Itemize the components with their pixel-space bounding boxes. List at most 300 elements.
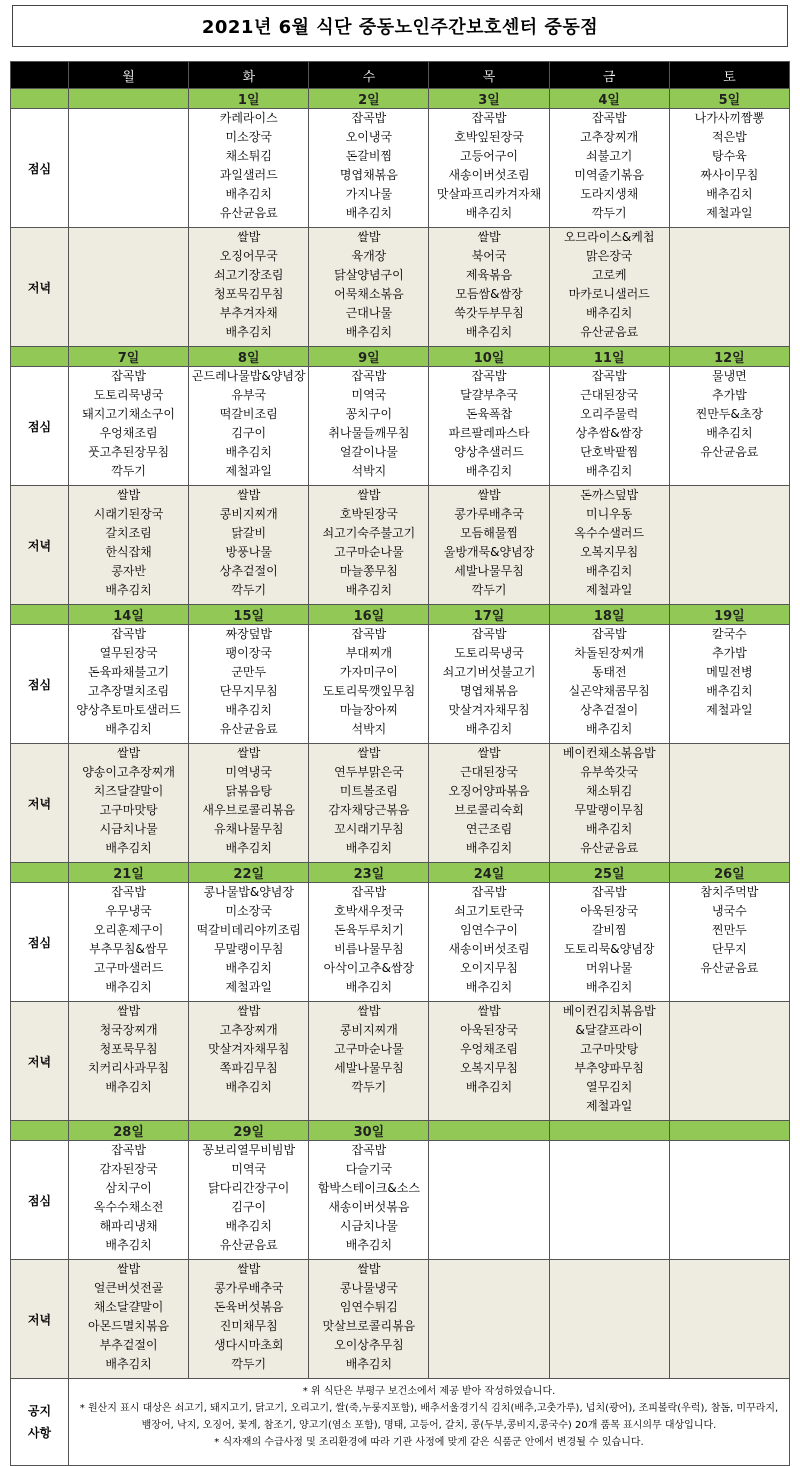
corner-cell bbox=[11, 62, 69, 89]
menu-item: 깍두기 bbox=[471, 583, 507, 597]
menu-cell bbox=[69, 883, 189, 1002]
date-cell: 16일 bbox=[309, 605, 429, 625]
menu-item: 배추김치 bbox=[105, 722, 152, 736]
menu-item: 오리훈제구이 bbox=[93, 923, 164, 937]
menu-cell bbox=[669, 1260, 789, 1379]
menu-item: 옥수수채소전 bbox=[93, 1200, 164, 1214]
menu-item: 시금치나물 bbox=[99, 822, 158, 836]
menu-cell bbox=[429, 744, 549, 863]
menu-item: 호박잎된장국 bbox=[454, 130, 524, 144]
menu-cell bbox=[429, 1002, 549, 1121]
menu-item: 쌀밥 bbox=[357, 746, 381, 760]
menu-item: 배추김치 bbox=[465, 464, 513, 478]
menu-item: 배추김치 bbox=[225, 445, 272, 459]
menu-cell bbox=[189, 1002, 309, 1121]
menu-item: 유산균음료 bbox=[219, 206, 278, 220]
menu-item: 떡갈비조림 bbox=[219, 407, 278, 421]
menu-cell bbox=[549, 1002, 669, 1121]
menu-cell bbox=[69, 367, 189, 486]
menu-cell bbox=[189, 625, 309, 744]
menu-item: 쪽파김무침 bbox=[219, 1061, 278, 1075]
menu-item: 쌀밥 bbox=[237, 746, 261, 760]
menu-item: 고구마샐러드 bbox=[93, 961, 164, 975]
menu-item: 오이지무침 bbox=[460, 961, 519, 975]
menu-cell bbox=[669, 486, 789, 605]
menu-item: 오이상추무침 bbox=[334, 1338, 404, 1352]
notice-label-text: 공지 사항 bbox=[27, 1404, 52, 1440]
notice-line: * 원산지 표시 대상은 쇠고기, 돼지고기, 닭고기, 오리고기, 쌀(죽,누룽지포함), 배추서울경기식 김치(배추,고춧가루), 넙치(광어), 조피볼락(우럭), 참돔, 미꾸라지, bbox=[79, 1403, 779, 1414]
menu-table bbox=[10, 61, 790, 1466]
menu-cell bbox=[189, 883, 309, 1002]
menu-item: 도토리묵냉국 bbox=[454, 646, 524, 660]
menu-item: 청포묵무침 bbox=[99, 1042, 158, 1056]
menu-cell bbox=[189, 1260, 309, 1379]
page-title: 2021년 6월 식단 중동노인주간보호센터 중동점 bbox=[12, 5, 788, 47]
menu-item: 가지나물 bbox=[345, 187, 393, 201]
menu-item: 우엉채조림 bbox=[99, 426, 158, 440]
day-header: 토 bbox=[669, 62, 789, 89]
menu-item: 쑥갓두부무침 bbox=[454, 306, 524, 320]
date-cell: 11일 bbox=[549, 347, 669, 367]
menu-cell bbox=[669, 367, 789, 486]
menu-item: 쇠불고기 bbox=[586, 149, 633, 163]
menu-item: 시금치나물 bbox=[339, 1219, 398, 1233]
menu-item: 콩비지찌개 bbox=[339, 1023, 398, 1037]
menu-item: 배추김치 bbox=[105, 1357, 152, 1371]
menu-item: 쌀밥 bbox=[477, 1004, 501, 1018]
date-row bbox=[11, 863, 790, 883]
date-cell bbox=[549, 1121, 669, 1141]
menu-item: 잡곡밥 bbox=[351, 1143, 387, 1157]
menu-item: 카레라이스 bbox=[219, 111, 278, 125]
menu-item: 유산균음료 bbox=[219, 722, 278, 736]
dinner-row bbox=[11, 1260, 790, 1379]
menu-item: 맛살겨자채무침 bbox=[208, 1042, 290, 1056]
menu-item: 미역냉국 bbox=[225, 765, 272, 779]
menu-item: 근대나물 bbox=[345, 306, 393, 320]
menu-item: 우무냉국 bbox=[105, 904, 152, 918]
menu-item: 단호박팥찜 bbox=[580, 445, 639, 459]
menu-item: 근대된장국 bbox=[580, 388, 639, 402]
menu-item: 아욱된장국 bbox=[580, 904, 639, 918]
menu-item: 군만두 bbox=[231, 665, 267, 679]
dinner-label: 저녁 bbox=[11, 1002, 69, 1121]
menu-item: 단무지 bbox=[712, 942, 747, 956]
menu-item: 제육볶음 bbox=[465, 268, 513, 282]
menu-item: 잡곡밥 bbox=[351, 369, 387, 383]
menu-item: 미소장국 bbox=[225, 904, 272, 918]
menu-item: 배추김치 bbox=[105, 980, 152, 994]
menu-item: 돈갈비찜 bbox=[345, 149, 393, 163]
menu-item: 배추김치 bbox=[465, 206, 513, 220]
menu-cell bbox=[69, 744, 189, 863]
dinner-row bbox=[11, 1002, 790, 1121]
notice-label bbox=[11, 1379, 69, 1466]
menu-item: 도토리묵냉국 bbox=[93, 388, 164, 402]
date-cell: 19일 bbox=[669, 605, 789, 625]
menu-cell bbox=[69, 109, 189, 228]
menu-item: 채소달걀말이 bbox=[93, 1300, 164, 1314]
menu-item: 깍두기 bbox=[231, 1357, 267, 1371]
menu-cell bbox=[309, 625, 429, 744]
menu-cell bbox=[669, 228, 789, 347]
dinner-label: 저녁 bbox=[11, 1260, 69, 1379]
menu-item: 육개장 bbox=[351, 249, 387, 263]
menu-item: 배추김치 bbox=[586, 464, 633, 478]
menu-item: 열무된장국 bbox=[99, 646, 158, 660]
menu-item: 유산균음료 bbox=[219, 1238, 278, 1252]
menu-item: 근대된장국 bbox=[460, 765, 519, 779]
menu-item: 돈까스덮밥 bbox=[580, 488, 639, 502]
menu-item: 김구이 bbox=[231, 426, 267, 440]
menu-item: 고추장찌개 bbox=[219, 1023, 278, 1037]
lunch-row bbox=[11, 367, 790, 486]
menu-item: 감자채당근볶음 bbox=[328, 803, 410, 817]
date-cell: 2일 bbox=[309, 89, 429, 109]
menu-item: 열무김치 bbox=[586, 1080, 633, 1094]
menu-item: 잡곡밥 bbox=[591, 627, 627, 641]
menu-item: 모듬쌈&쌈장 bbox=[455, 287, 523, 301]
menu-item: 마늘쫑무침 bbox=[339, 564, 398, 578]
date-cell: 28일 bbox=[69, 1121, 189, 1141]
menu-item: 미역국 bbox=[351, 388, 387, 402]
menu-item: 쌀밥 bbox=[237, 1004, 261, 1018]
menu-cell bbox=[69, 1002, 189, 1121]
menu-item: 깍두기 bbox=[591, 206, 627, 220]
menu-item: 양상추토마토샐러드 bbox=[76, 703, 181, 717]
date-cell: 9일 bbox=[309, 347, 429, 367]
menu-item: 배추김치 bbox=[225, 1219, 272, 1233]
menu-item: 나가사끼짬뽕 bbox=[694, 111, 765, 125]
menu-item: 상추겉절이 bbox=[580, 703, 639, 717]
menu-cell bbox=[549, 625, 669, 744]
menu-item: 진미채무침 bbox=[219, 1319, 278, 1333]
menu-item: 쌀밥 bbox=[477, 230, 501, 244]
menu-item: 파르팔레파스타 bbox=[448, 426, 530, 440]
menu-cell bbox=[309, 744, 429, 863]
menu-item: 무말랭이무침 bbox=[213, 942, 284, 956]
menu-item: 옥수수샐러드 bbox=[574, 526, 644, 540]
menu-item: 맛살파프리카겨자채 bbox=[436, 187, 542, 201]
menu-item: 배추김치 bbox=[706, 684, 753, 698]
menu-cell bbox=[549, 486, 669, 605]
menu-cell bbox=[309, 109, 429, 228]
menu-item: 배추김치 bbox=[225, 1080, 272, 1094]
menu-item: 새송이버섯조림 bbox=[448, 942, 530, 956]
menu-cell bbox=[309, 486, 429, 605]
menu-cell bbox=[69, 486, 189, 605]
menu-cell bbox=[549, 1141, 669, 1260]
menu-item: 가자미구이 bbox=[339, 665, 398, 679]
date-row-label bbox=[11, 89, 69, 109]
menu-item: 김구이 bbox=[231, 1200, 267, 1214]
date-cell: 12일 bbox=[669, 347, 789, 367]
menu-item: 취나물들깨무침 bbox=[328, 426, 410, 440]
menu-item: 명엽채볶음 bbox=[460, 684, 519, 698]
menu-item: 깍두기 bbox=[111, 464, 146, 478]
menu-item: 오복지무침 bbox=[460, 1061, 519, 1075]
menu-item: 오므라이스&케첩 bbox=[563, 230, 655, 244]
menu-item: &달걀프라이 bbox=[575, 1023, 643, 1037]
date-cell: 14일 bbox=[69, 605, 189, 625]
menu-item: 채소튀김 bbox=[586, 784, 633, 798]
menu-item: 쇠고기숙주불고기 bbox=[322, 526, 416, 540]
menu-item: 우엉채조림 bbox=[460, 1042, 519, 1056]
menu-cell bbox=[189, 228, 309, 347]
menu-cell bbox=[309, 367, 429, 486]
menu-item: 부추겨자채 bbox=[219, 306, 278, 320]
date-cell: 10일 bbox=[429, 347, 549, 367]
menu-item: 석박지 bbox=[351, 464, 387, 478]
menu-item: 치커리사과무침 bbox=[88, 1061, 170, 1075]
menu-item: 돼지고기채소구이 bbox=[82, 407, 175, 421]
menu-item: 미소장국 bbox=[225, 130, 272, 144]
menu-item: 달걀부추국 bbox=[460, 388, 519, 402]
menu-item: 배추김치 bbox=[225, 703, 272, 717]
menu-item: 쇠고기장조림 bbox=[213, 268, 284, 282]
lunch-row bbox=[11, 1141, 790, 1260]
menu-item: 도라지생채 bbox=[580, 187, 639, 201]
menu-cell bbox=[429, 625, 549, 744]
menu-item: 새우브로콜리볶음 bbox=[202, 803, 296, 817]
menu-item: 갈치조림 bbox=[105, 526, 152, 540]
lunch-label: 점심 bbox=[11, 625, 69, 744]
notice-line: * 식자재의 수급사정 및 조리환경에 따라 기관 사정에 맞게 같은 식품군 안에서 변경될 수 있습니다. bbox=[214, 1437, 644, 1448]
menu-cell bbox=[309, 1002, 429, 1121]
menu-cell bbox=[549, 744, 669, 863]
menu-item: 돈육두루치기 bbox=[334, 923, 404, 937]
notice-row bbox=[11, 1379, 790, 1466]
menu-item: 물냉면 bbox=[712, 369, 747, 383]
menu-item: 오징어무국 bbox=[219, 249, 278, 263]
date-row bbox=[11, 89, 790, 109]
menu-item: 미역국 bbox=[231, 1162, 267, 1176]
menu-item: 실곤약채콤무침 bbox=[568, 684, 650, 698]
dinner-label: 저녁 bbox=[11, 228, 69, 347]
date-row bbox=[11, 347, 790, 367]
menu-item: 팽이장국 bbox=[225, 646, 272, 660]
menu-item: 상추쌈&쌈장 bbox=[575, 426, 643, 440]
menu-item: 배추김치 bbox=[586, 980, 633, 994]
menu-item: 콩가루배추국 bbox=[454, 507, 524, 521]
menu-item: 제철과일 bbox=[586, 583, 633, 597]
menu-item: 쌀밥 bbox=[477, 488, 501, 502]
dinner-row bbox=[11, 744, 790, 863]
menu-item: 닭갈비 bbox=[231, 526, 267, 540]
menu-item: 다슬기국 bbox=[345, 1162, 393, 1176]
menu-item: 꽁보리열무비빔밥 bbox=[202, 1143, 296, 1157]
menu-item: 배추김치 bbox=[465, 841, 513, 855]
menu-item: 잡곡밥 bbox=[111, 1143, 146, 1157]
menu-cell bbox=[189, 109, 309, 228]
menu-item: 배추김치 bbox=[465, 325, 513, 339]
menu-item: 잡곡밥 bbox=[351, 627, 387, 641]
menu-item: 미역줄기볶음 bbox=[574, 168, 644, 182]
menu-item: 호박새우젓국 bbox=[334, 904, 404, 918]
menu-item: 유산균음료 bbox=[580, 325, 639, 339]
menu-item: 배추김치 bbox=[586, 722, 633, 736]
menu-item: 미트볼조림 bbox=[339, 784, 398, 798]
menu-item: 동태전 bbox=[591, 665, 627, 679]
menu-item: 닭살양념구이 bbox=[334, 268, 404, 282]
menu-cell bbox=[669, 1002, 789, 1121]
menu-item: 도토리묵&양념장 bbox=[563, 942, 655, 956]
menu-item: 부추겉절이 bbox=[99, 1338, 158, 1352]
menu-item: 베이컨채소볶음밥 bbox=[562, 746, 656, 760]
date-cell: 17일 bbox=[429, 605, 549, 625]
menu-item: 유부국 bbox=[231, 388, 267, 402]
menu-item: 임연수구이 bbox=[460, 923, 519, 937]
menu-item: 함박스테이크&소스 bbox=[317, 1181, 420, 1195]
notice-text bbox=[69, 1379, 790, 1466]
menu-item: 콩가루배추국 bbox=[213, 1281, 284, 1295]
date-cell: 3일 bbox=[429, 89, 549, 109]
menu-cell bbox=[549, 367, 669, 486]
menu-item: 적은밥 bbox=[712, 130, 747, 144]
lunch-label: 점심 bbox=[11, 109, 69, 228]
menu-item: 콩나물밥&양념장 bbox=[203, 885, 294, 899]
menu-cell bbox=[429, 486, 549, 605]
menu-cell bbox=[69, 1260, 189, 1379]
menu-item: 얼갈이나물 bbox=[339, 445, 398, 459]
menu-item: 쌀밥 bbox=[116, 1004, 141, 1018]
menu-item: 얼큰버섯전골 bbox=[93, 1281, 164, 1295]
date-cell: 7일 bbox=[69, 347, 189, 367]
menu-item: 깍두기 bbox=[231, 583, 267, 597]
menu-item: 마카로니샐러드 bbox=[568, 287, 650, 301]
menu-item: 브로콜리숙회 bbox=[454, 803, 524, 817]
date-cell: 26일 bbox=[669, 863, 789, 883]
menu-item: 양상추샐러드 bbox=[454, 445, 524, 459]
menu-item: 감자된장국 bbox=[99, 1162, 158, 1176]
date-row-label bbox=[11, 347, 69, 367]
dinner-label: 저녁 bbox=[11, 744, 69, 863]
menu-item: 짜장덮밥 bbox=[225, 627, 272, 641]
menu-item: 청국장찌개 bbox=[99, 1023, 158, 1037]
menu-item: 배추김치 bbox=[706, 426, 753, 440]
menu-item: 시래기된장국 bbox=[93, 507, 164, 521]
menu-item: 잡곡밥 bbox=[471, 111, 507, 125]
menu-item: 무말랭이무침 bbox=[574, 803, 644, 817]
date-cell bbox=[669, 1121, 789, 1141]
menu-cell bbox=[669, 883, 789, 1002]
menu-item: 유산균음료 bbox=[700, 445, 759, 459]
menu-item: 임연수튀김 bbox=[339, 1300, 398, 1314]
menu-item: 잡곡밥 bbox=[591, 369, 627, 383]
date-cell: 29일 bbox=[189, 1121, 309, 1141]
day-header: 금 bbox=[549, 62, 669, 89]
menu-item: 고추장찌개 bbox=[580, 130, 639, 144]
menu-cell bbox=[669, 744, 789, 863]
date-cell: 30일 bbox=[309, 1121, 429, 1141]
menu-item: 잡곡밥 bbox=[111, 369, 146, 383]
menu-item: 아몬드멸치볶음 bbox=[88, 1319, 170, 1333]
menu-item: 배추김치 bbox=[586, 564, 633, 578]
menu-item: 배추김치 bbox=[706, 187, 753, 201]
menu-item: 베이컨김치볶음밥 bbox=[562, 1004, 656, 1018]
menu-item: 부대찌개 bbox=[345, 646, 393, 660]
menu-item: 고등어구이 bbox=[460, 149, 519, 163]
menu-item: 쌀밥 bbox=[477, 746, 501, 760]
menu-cell bbox=[549, 883, 669, 1002]
menu-item: 배추김치 bbox=[345, 841, 393, 855]
menu-item: 울방개묵&양념장 bbox=[443, 545, 535, 559]
menu-item: 연근조림 bbox=[465, 822, 513, 836]
notice-line: 뱀장어, 낙지, 오징어, 꽃게, 참조기, 양고기(염소 포함), 명태, 고등어, 갈치, 콩(두부,콩비지,콩국수) 20개 품목 표시의무 대상입니다. bbox=[141, 1420, 717, 1431]
menu-item: 냉국수 bbox=[712, 904, 747, 918]
menu-item: 제철과일 bbox=[706, 206, 753, 220]
menu-item: 호박된장국 bbox=[339, 507, 398, 521]
menu-item: 추가밥 bbox=[712, 388, 747, 402]
menu-item: 쌀밥 bbox=[237, 230, 261, 244]
menu-item: 세발나물무침 bbox=[334, 1061, 404, 1075]
menu-item: 배추김치 bbox=[225, 187, 272, 201]
menu-item: 연두부맑은국 bbox=[334, 765, 404, 779]
menu-item: 쌀밥 bbox=[357, 1004, 381, 1018]
menu-item: 제철과일 bbox=[225, 464, 272, 478]
menu-item: 유채나물무침 bbox=[213, 822, 284, 836]
date-row bbox=[11, 1121, 790, 1141]
menu-item: 양송이고추장찌개 bbox=[82, 765, 175, 779]
dinner-row bbox=[11, 228, 790, 347]
menu-item: 배추김치 bbox=[345, 325, 393, 339]
menu-item: 새송이버섯조림 bbox=[448, 168, 530, 182]
menu-item: 맑은장국 bbox=[586, 249, 633, 263]
menu-item: 부추무침&쌈무 bbox=[89, 942, 169, 956]
menu-item: 맛살겨자채무침 bbox=[448, 703, 530, 717]
menu-cell bbox=[429, 109, 549, 228]
day-header: 목 bbox=[429, 62, 549, 89]
menu-item: 오이냉국 bbox=[345, 130, 393, 144]
menu-item: 닭다리간장구이 bbox=[208, 1181, 290, 1195]
lunch-label: 점심 bbox=[11, 883, 69, 1002]
notice-line: * 위 식단은 부평구 보건소에서 제공 받아 작성하였습니다. bbox=[302, 1386, 556, 1397]
menu-item: 잡곡밥 bbox=[351, 111, 387, 125]
menu-item: 방풍나물 bbox=[225, 545, 272, 559]
menu-body bbox=[11, 89, 790, 1379]
menu-item: 맛살브로콜리볶음 bbox=[322, 1319, 416, 1333]
menu-item: 제철과일 bbox=[586, 1099, 633, 1113]
date-cell: 1일 bbox=[189, 89, 309, 109]
menu-item: 콩나물냉국 bbox=[339, 1281, 398, 1295]
lunch-row bbox=[11, 625, 790, 744]
date-cell: 8일 bbox=[189, 347, 309, 367]
menu-item: 배추김치 bbox=[105, 1238, 152, 1252]
menu-cell bbox=[429, 228, 549, 347]
menu-item: 배추김치 bbox=[345, 1238, 393, 1252]
menu-cell bbox=[189, 367, 309, 486]
day-header: 수 bbox=[309, 62, 429, 89]
menu-item: 배추김치 bbox=[225, 961, 272, 975]
menu-cell bbox=[189, 1141, 309, 1260]
menu-item: 오복지무침 bbox=[580, 545, 639, 559]
menu-item: 배추김치 bbox=[225, 841, 272, 855]
menu-item: 메밀전병 bbox=[706, 665, 753, 679]
menu-cell bbox=[69, 1141, 189, 1260]
date-cell: 21일 bbox=[69, 863, 189, 883]
date-row-label bbox=[11, 863, 69, 883]
date-cell: 25일 bbox=[549, 863, 669, 883]
menu-item: 쌀밥 bbox=[237, 488, 261, 502]
date-cell: 4일 bbox=[549, 89, 669, 109]
menu-item: 갈비찜 bbox=[591, 923, 627, 937]
menu-item: 곤드레나물밥&양념장 bbox=[191, 369, 306, 383]
date-cell: 22일 bbox=[189, 863, 309, 883]
menu-item: 꼬시래기무침 bbox=[334, 822, 404, 836]
menu-item: 쌀밥 bbox=[357, 488, 381, 502]
menu-item: 쌀밥 bbox=[116, 488, 141, 502]
menu-item: 잡곡밥 bbox=[591, 111, 627, 125]
